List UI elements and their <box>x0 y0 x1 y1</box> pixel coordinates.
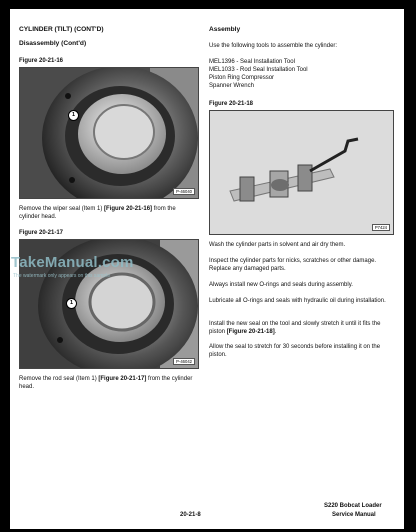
step5-figure-ref: [Figure 20-21-18] <box>226 329 275 335</box>
watermark-subtitle: The watermark only appears on this sample <box>13 273 110 279</box>
figure-label-16: Figure 20-21-16 <box>19 58 64 64</box>
step-wait-30-seconds: Allow the seal to stretch for 30 seconds before installing it on the piston. <box>209 344 381 358</box>
photo-id-18: P7424 <box>372 224 390 231</box>
step-inspect: Inspect the cylinder parts for nicks, scratches or other damage. Replace any damaged parts. <box>209 258 377 272</box>
figure-photo-16 <box>19 67 199 199</box>
assembly-heading: Assembly <box>209 26 241 33</box>
footer-manual: Service Manual <box>332 512 376 518</box>
callout-1-figure-16: 1 <box>68 110 79 121</box>
tools-intro: Use the following tools to assemble the cylinder: <box>209 43 338 49</box>
tools-list <box>209 58 308 90</box>
tool-item: Spanner Wrench <box>209 83 254 89</box>
step5-text: Install the new seal on the tool and slowly stretch it until it fits the piston <box>209 321 381 335</box>
photo-id-16: P-46040 <box>173 188 195 195</box>
footer-model: S220 Bobcat Loader <box>324 503 382 509</box>
step-wash: Wash the cylinder parts in solvent and air dry them. <box>209 242 346 248</box>
figure-label-18: Figure 20-21-18 <box>209 101 254 107</box>
step-install-new-seals: Always install new O-rings and seals during assembly. <box>209 282 353 288</box>
para1-text: Remove the wiper seal (Item 1) <box>19 206 105 212</box>
step-stretch-seal <box>209 320 394 336</box>
manual-page <box>10 9 404 529</box>
para2-text: Remove the rod seal (Item 1) <box>19 376 99 382</box>
subsection-title: Disassembly (Cont'd) <box>19 40 87 47</box>
watermark-logo: TakeManual.com <box>11 254 134 271</box>
section-title: CYLINDER (TILT) (CONT'D) <box>19 26 104 33</box>
cylinder-head-wiper-seal-image <box>20 68 198 198</box>
para2-figure-ref: [Figure 20-21-17] <box>98 376 147 382</box>
callout-1-figure-17: 1 <box>66 298 77 309</box>
seal-installation-tool-image <box>210 111 393 234</box>
tool-item: MEL1033 - Rod Seal Installation Tool <box>209 67 308 73</box>
para1-figure-ref: [Figure 20-21-16] <box>104 206 153 212</box>
paragraph-remove-wiper-seal <box>19 205 197 221</box>
page-number: 20-21-8 <box>180 512 201 518</box>
step5-text-end: . <box>274 329 277 335</box>
step-lubricate: Lubricate all O-rings and seals with hydraulic oil during installation. <box>209 298 386 304</box>
paragraph-remove-rod-seal <box>19 375 197 391</box>
para2-text-end: from the cylinder head. <box>19 376 193 390</box>
para1-text-end: from the cylinder head. <box>19 206 176 220</box>
tool-item: MEL1396 - Seal Installation Tool <box>209 59 295 65</box>
figure-photo-18 <box>209 110 394 235</box>
figure-label-17: Figure 20-21-17 <box>19 230 64 236</box>
photo-id-17: P-46042 <box>173 358 195 365</box>
tool-item: Piston Ring Compressor <box>209 75 275 81</box>
